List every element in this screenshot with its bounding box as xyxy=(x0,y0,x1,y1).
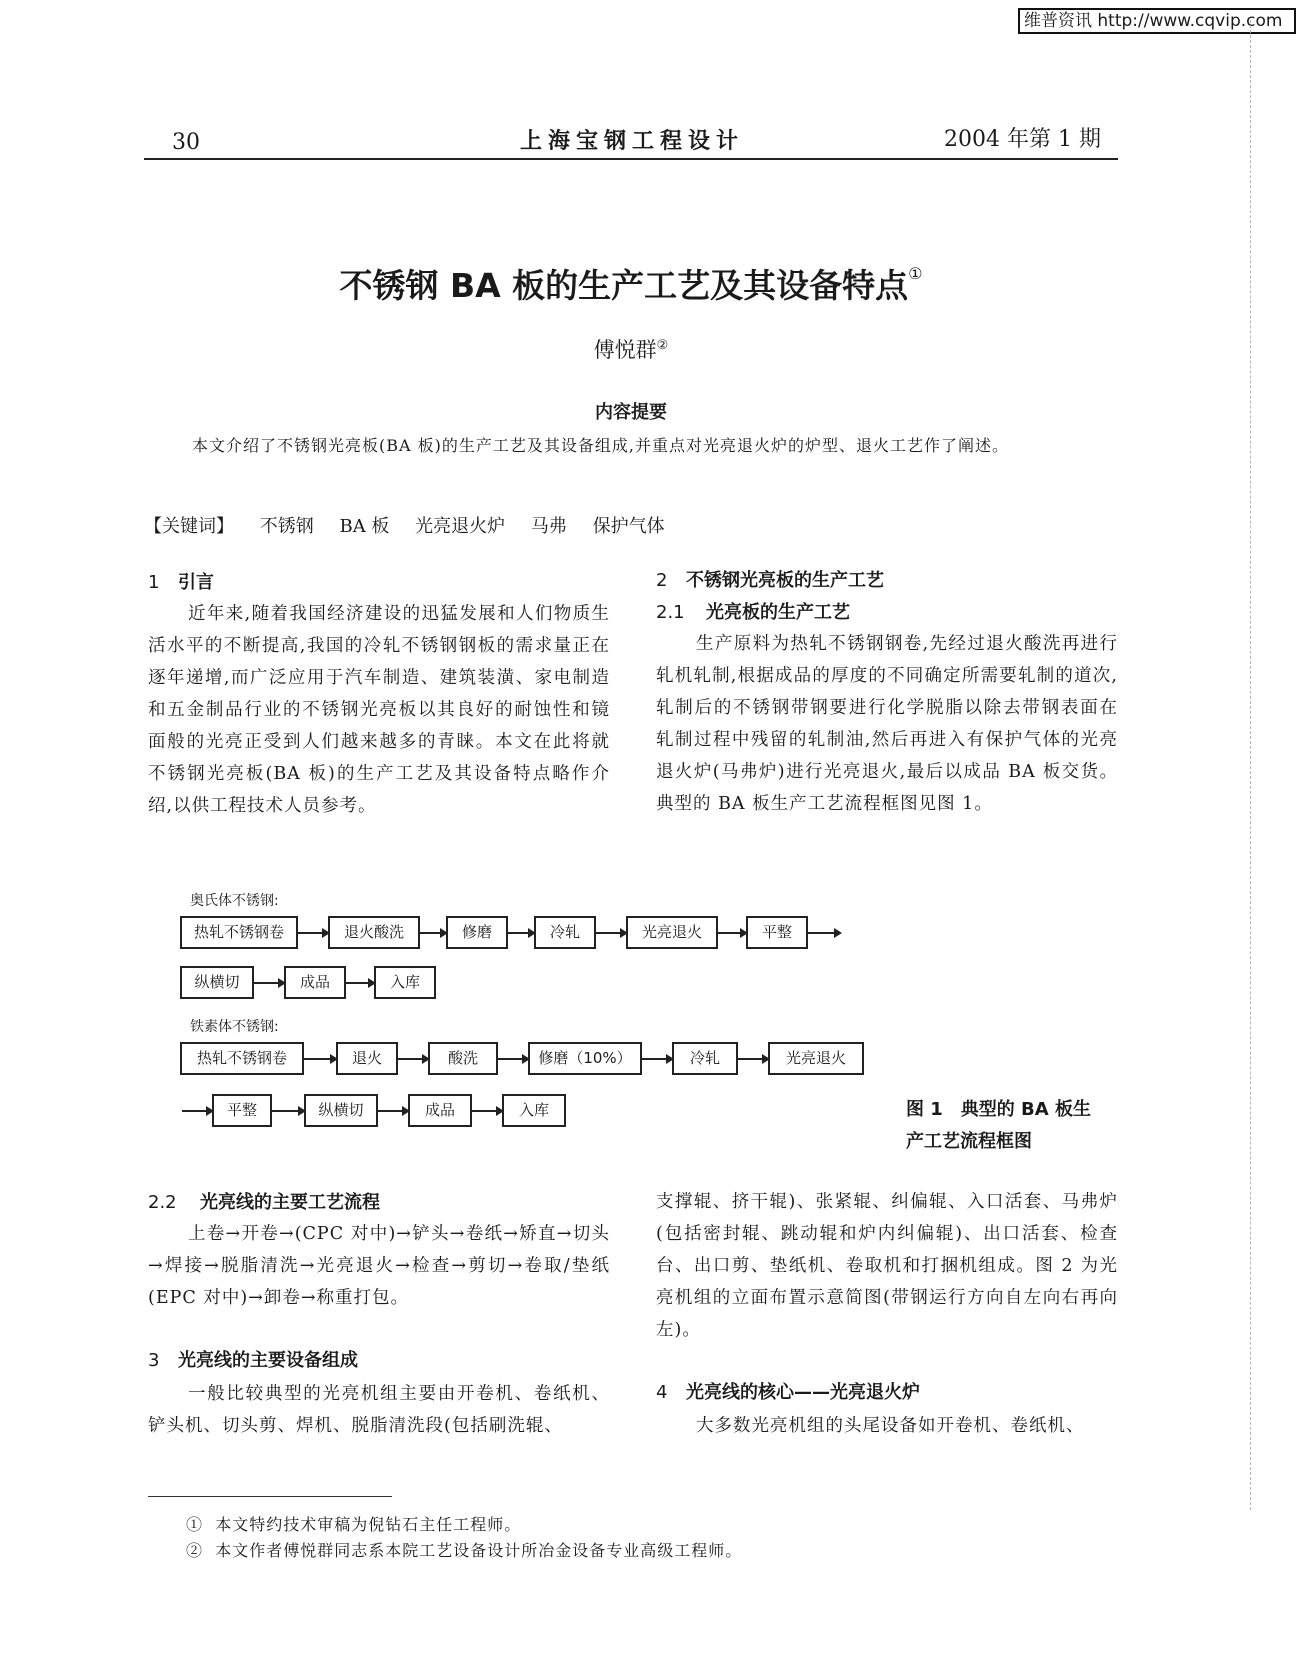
flow-arrow xyxy=(298,932,328,934)
footnote-2 xyxy=(186,1538,742,1561)
footnote-text: 本文作者傅悦群同志系本院工艺设备设计所冶金设备专业高级工程师。 xyxy=(215,1541,743,1560)
journal-name: 上海宝钢工程设计 xyxy=(520,129,745,154)
footnote-text: 本文特约技术审稿为倪钻石主任工程师。 xyxy=(215,1515,522,1534)
keywords-label: 【关键词】 xyxy=(144,516,234,537)
flow-arrow xyxy=(420,932,446,934)
author xyxy=(144,334,1118,364)
section-number: 4 xyxy=(656,1382,668,1403)
flow-arrow xyxy=(738,1058,768,1060)
section-2-2-text: 上卷→开卷→(CPC 对中)→铲头→卷纸→矫直→切头→焊接→脱脂清洗→光亮退火→检查→剪切→卷取/垫纸(EPC 对中)→卸卷→称重打包。 xyxy=(148,1224,610,1308)
watermark: 维普资讯 http://www.cqvip.com xyxy=(1018,8,1296,34)
header-rule xyxy=(144,158,1118,160)
flow-arrow xyxy=(596,932,626,934)
caption-line: 产工艺流程框图 xyxy=(906,1131,1032,1152)
flow-step-box: 成品 xyxy=(284,966,346,999)
keywords xyxy=(144,512,685,538)
flow-step-box: 修磨 xyxy=(446,916,508,949)
flow-step-box: 冷轧 xyxy=(534,916,596,949)
flow-arrow xyxy=(498,1058,528,1060)
page-edge-line xyxy=(1250,20,1251,1510)
title-footnote-mark: ① xyxy=(908,264,923,283)
flow-arrow xyxy=(346,982,374,984)
footnote-1 xyxy=(186,1512,521,1535)
keyword: BA 板 xyxy=(339,516,390,537)
keyword: 不锈钢 xyxy=(259,516,314,537)
footnote-mark: ② xyxy=(186,1541,204,1560)
section-2-2-heading xyxy=(148,1188,380,1214)
section-1-heading xyxy=(148,568,214,594)
flow-arrow xyxy=(254,982,284,984)
section-title: 光亮线的主要工艺流程 xyxy=(200,1192,380,1213)
section-title: 光亮线的核心——光亮退火炉 xyxy=(686,1382,920,1403)
section-3-text-continued: 支撑辊、挤干辊)、张紧辊、纠偏辊、入口活套、马弗炉(包括密封辊、跳动辊和炉内纠偏辊)、出口活套、检查台、出口剪、垫纸机、卷取机和打捆机组成。图 2 为光亮机组的立面布置示意简图(带钢运行方向自左向右再向左)。 xyxy=(656,1192,1118,1340)
footnote-mark: ① xyxy=(186,1515,204,1534)
flow-arrow xyxy=(808,932,840,934)
flow-step-box: 退火 xyxy=(336,1042,398,1075)
issue-label: 2004 年第 1 期 xyxy=(944,127,1101,152)
section-2-1-text: 生产原料为热轧不锈钢钢卷,先经过退火酸洗再进行轧机轧制,根据成品的厚度的不同确定所需要轧制的道次,轧制后的不锈钢带钢要进行化学脱脂以除去带钢表面在轧制过程中残留的轧制油,然后再进入有保护气体的光亮退火炉(马弗炉)进行光亮退火,最后以成品 BA 板交货。典型的 BA 板生产工艺流程框图见图 1。 xyxy=(656,634,1118,814)
flow-arrow xyxy=(718,932,746,934)
flow-arrow xyxy=(472,1110,502,1112)
flow-step-box: 平整 xyxy=(212,1094,272,1127)
flow-step-box: 纵横切 xyxy=(180,966,254,999)
section-number: 3 xyxy=(148,1350,160,1371)
keyword: 光亮退火炉 xyxy=(415,516,506,537)
section-4-text: 大多数光亮机组的头尾设备如开卷机、卷纸机、 xyxy=(696,1416,1085,1436)
section-title: 光亮板的生产工艺 xyxy=(706,602,850,623)
keyword: 马弗 xyxy=(530,516,567,537)
author-footnote-mark: ② xyxy=(656,338,669,353)
section-number: 1 xyxy=(148,572,160,593)
caption-line: 图 1 典型的 BA 板生 xyxy=(906,1099,1091,1120)
flow-arrow xyxy=(398,1058,428,1060)
flow-arrow xyxy=(642,1058,672,1060)
flow-step-box: 冷轧 xyxy=(672,1042,738,1075)
flow-arrow xyxy=(508,932,534,934)
section-title: 不锈钢光亮板的生产工艺 xyxy=(686,570,884,591)
flow-step-box: 入库 xyxy=(502,1094,566,1127)
section-title: 引言 xyxy=(178,572,214,593)
section-number: 2.1 xyxy=(656,602,685,623)
page-number: 30 xyxy=(172,130,200,155)
flow-step-box: 热轧不锈钢卷 xyxy=(180,916,298,949)
section-1-text: 近年来,随着我国经济建设的迅猛发展和人们物质生活水平的不断提高,我国的冷轧不锈钢钢板的需求量正在逐年递增,而广泛应用于汽车制造、建筑装潢、家电制造和五金制品行业的不锈钢光亮板以其良好的耐蚀性和镜面般的光亮正受到人们越来越多的青睐。本文在此将就不锈钢光亮板(BA 板)的生产工艺及其设备特点略作介绍,以供工程技术人员参考。 xyxy=(148,604,610,816)
section-number: 2 xyxy=(656,570,668,591)
flow-step-box: 纵横切 xyxy=(304,1094,378,1127)
flow-step-box: 热轧不锈钢卷 xyxy=(180,1042,304,1075)
article-title xyxy=(144,260,1118,307)
flow-step-box: 入库 xyxy=(374,966,436,999)
flow-arrow xyxy=(304,1058,336,1060)
abstract-text: 本文介绍了不锈钢光亮板(BA 板)的生产工艺及其设备组成,并重点对光亮退火炉的炉型、退火工艺作了阐述。 xyxy=(192,436,1009,455)
keyword: 保护气体 xyxy=(592,516,665,537)
flow-step-box: 光亮退火 xyxy=(768,1042,864,1075)
austenitic-label: 奥氏体不锈钢: xyxy=(190,893,279,909)
section-2-heading xyxy=(656,566,884,592)
flow-step-box: 酸洗 xyxy=(428,1042,498,1075)
figure-1-caption xyxy=(906,1094,1126,1158)
flow-step-box: 平整 xyxy=(746,916,808,949)
section-3-heading xyxy=(148,1346,358,1372)
section-number: 2.2 xyxy=(148,1192,177,1213)
flow-arrow xyxy=(182,1110,212,1112)
ferritic-label: 铁素体不锈钢: xyxy=(190,1019,279,1035)
section-4-heading xyxy=(656,1378,920,1404)
flow-step-box: 光亮退火 xyxy=(626,916,718,949)
flow-arrow xyxy=(272,1110,304,1112)
flow-step-box: 修磨（10%） xyxy=(528,1042,642,1075)
flow-step-box: 退火酸洗 xyxy=(328,916,420,949)
section-2-1-heading xyxy=(656,598,850,624)
footnote-rule xyxy=(148,1496,392,1497)
title-text: 不锈钢 BA 板的生产工艺及其设备特点 xyxy=(339,266,909,305)
section-title: 光亮线的主要设备组成 xyxy=(178,1350,358,1371)
flow-arrow xyxy=(378,1110,408,1112)
abstract-heading: 内容提要 xyxy=(595,402,667,423)
author-name: 傅悦群 xyxy=(593,338,657,362)
flow-step-box: 成品 xyxy=(408,1094,472,1127)
section-3-text: 一般比较典型的光亮机组主要由开卷机、卷纸机、铲头机、切头剪、焊机、脱脂清洗段(包括刷洗辊、 xyxy=(148,1384,610,1436)
